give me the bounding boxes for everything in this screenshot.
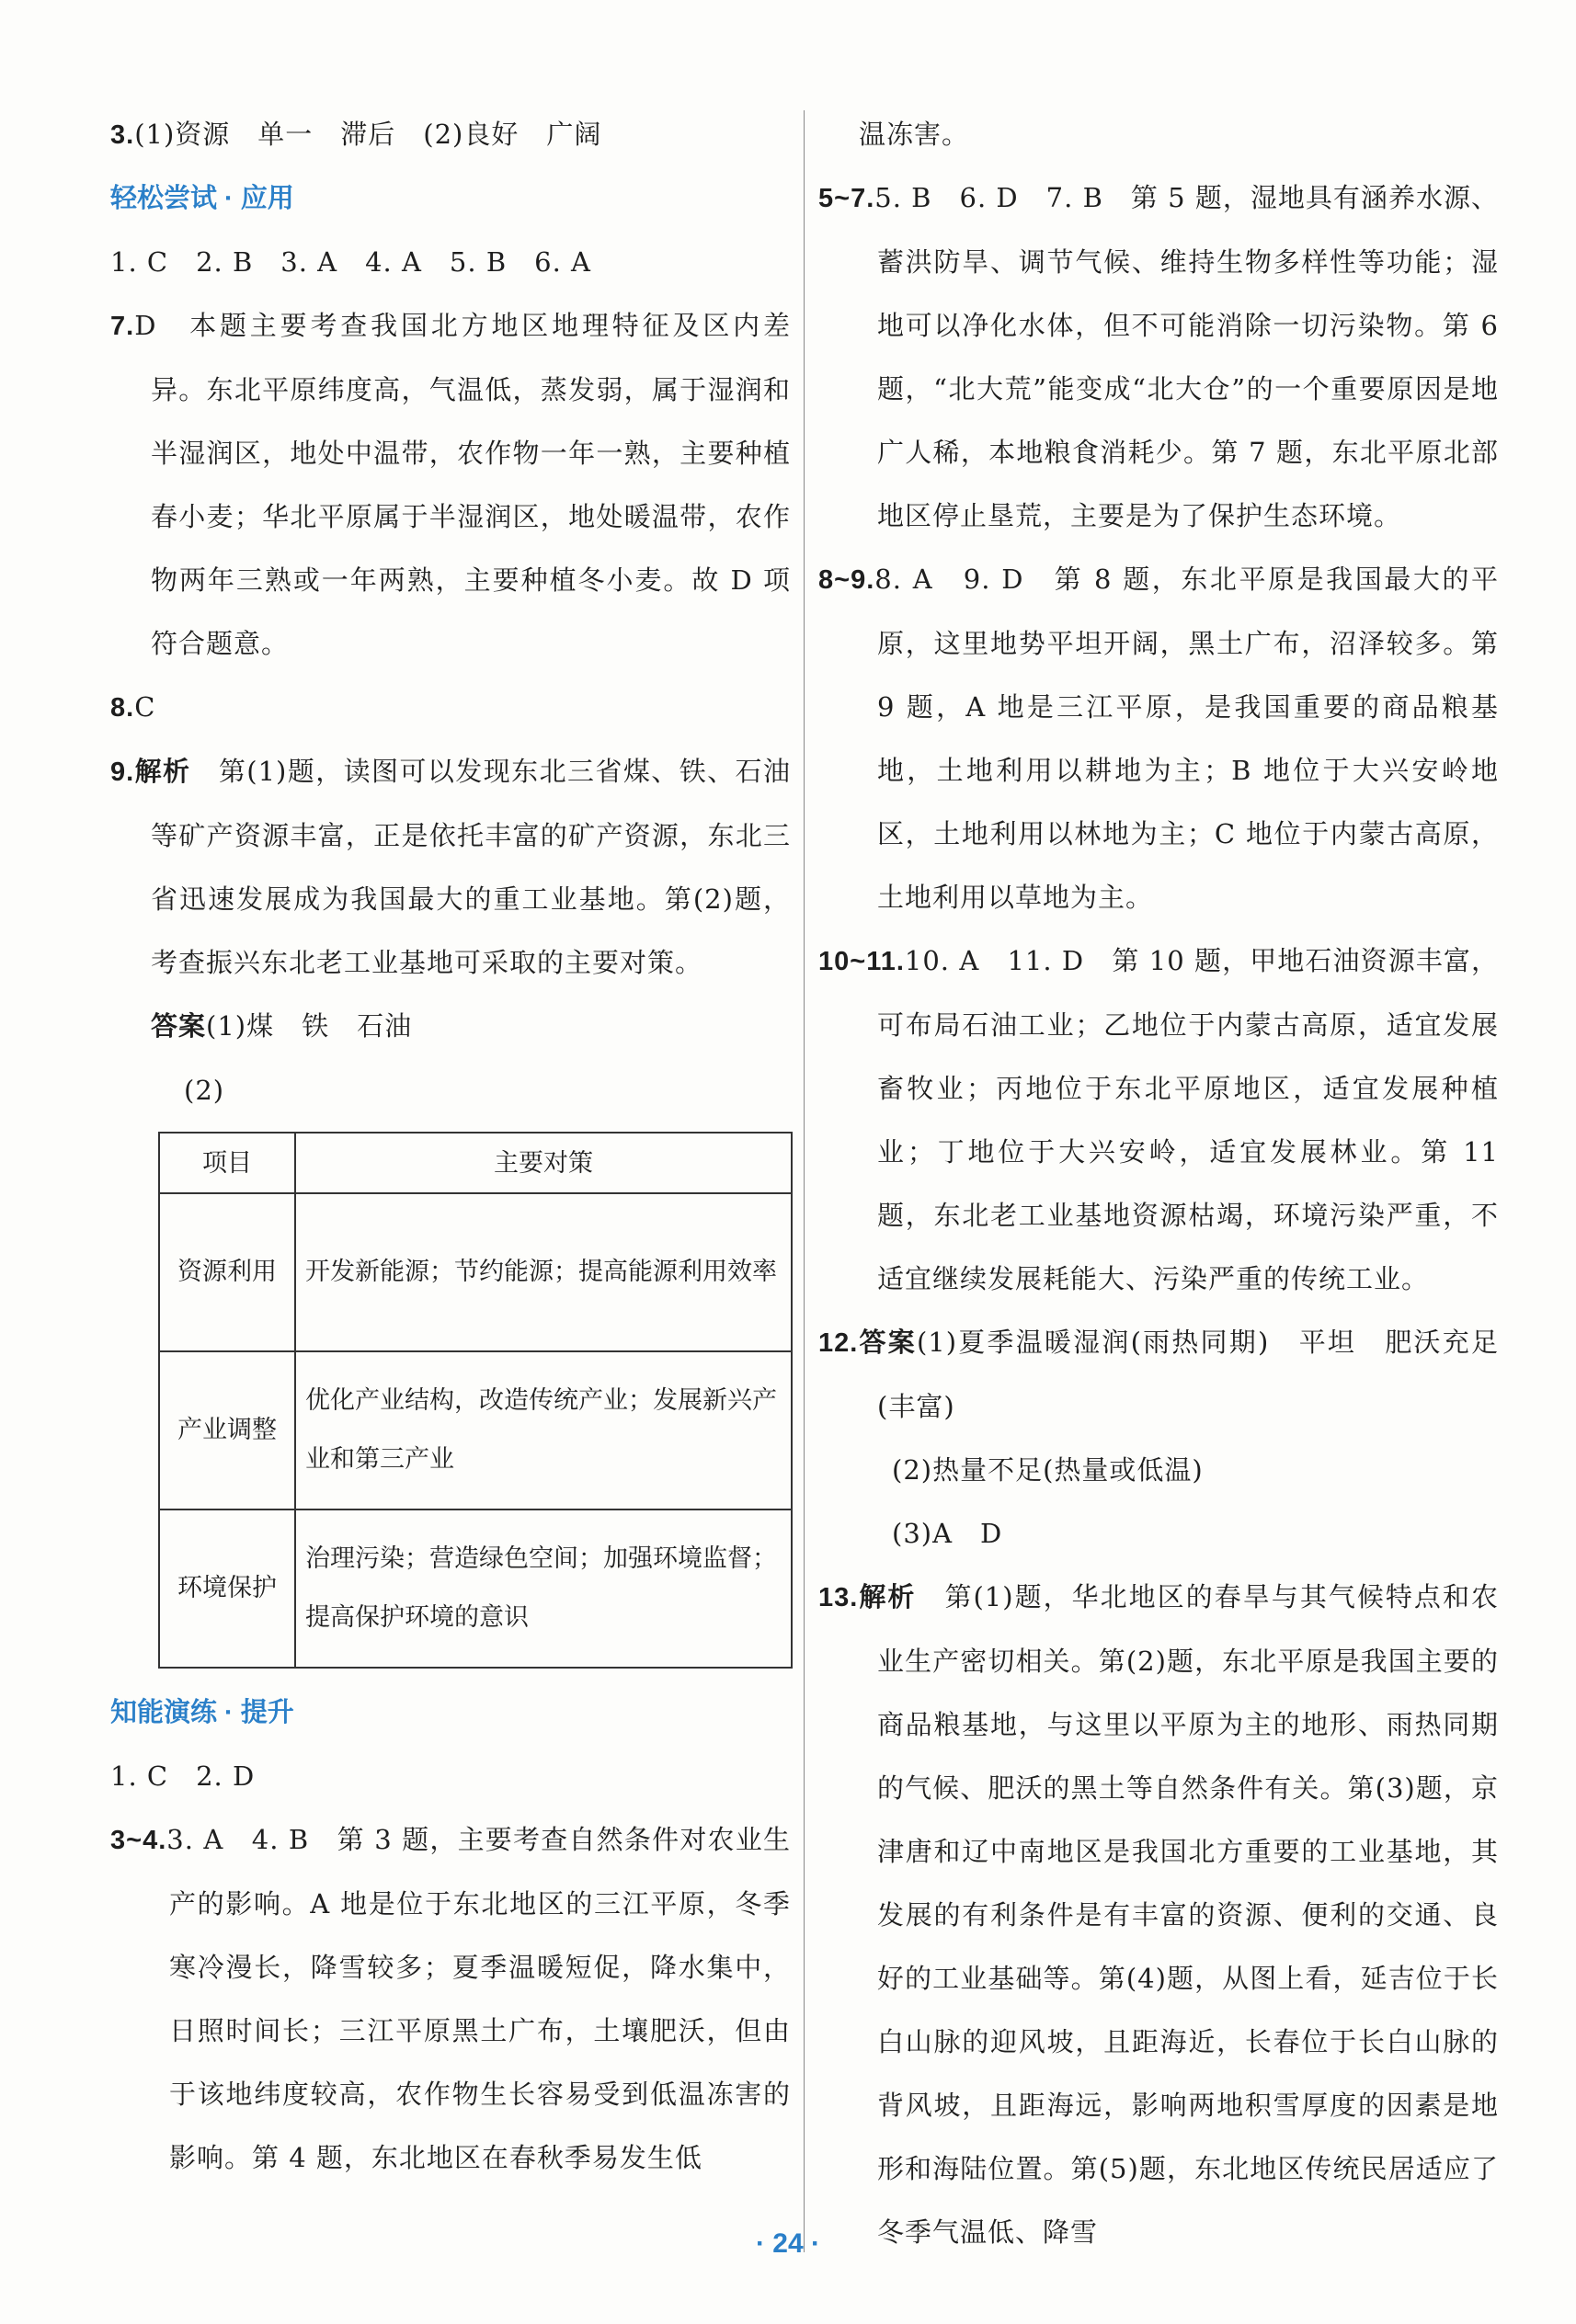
table-row: 产业调整 优化产业结构，改造传统产业；发展新兴产业和第三产业 — [159, 1351, 792, 1509]
column-divider — [804, 110, 805, 2252]
answer-line-3: 3.(1)资源 单一 滞后 (2)良好 广阔 — [110, 119, 602, 150]
section-heading-practice: 知能演练 · 提升 — [110, 1698, 294, 1727]
table-header — [159, 1133, 792, 1193]
table-row: 资源利用 开发新能源；节约能源；提高能源利用效率 — [159, 1193, 792, 1351]
page-number: · 24 · — [755, 2228, 821, 2259]
table-row: 环境保护 治理污染；营造绿色空间；加强环境监督；提高保护环境的意识 — [159, 1509, 792, 1668]
section-heading-try: 轻松尝试 · 应用 — [110, 184, 294, 213]
answer-item-8-9: 8~9.8. A 9. D 第 8 题，东北平原是我国最大的平原，这里地势平坦开阔，黑土广布，沼泽较多。第 9 题，A 地是三江平原，是我国重要的商品粮基地，土地利用以耕地为主；B 地位于大兴安岭地区，土地利用以林地为主；C 地位于内蒙古高原，土地利用以草地为主。 — [818, 564, 1499, 913]
answer-line-1-6: 1. C 2. B 3. A 4. A 5. B 6. A — [110, 246, 591, 278]
answer-item-9: 9.解析 第(1)题，读图可以发现东北三省煤、铁、石油等矿产资源丰富，正是依托丰富的矿产资源，东北三省迅速发展成为我国最大的重工业基地。第(2)题，考查振兴东北老工业基地可采取的主要对策。 — [110, 756, 791, 978]
answer-item-13: 13.解析 第(1)题，华北地区的春旱与其气候特点和农业生产密切相关。第(2)题，东北平原是我国主要的商品粮基地，与这里以平原为主的地形、雨热同期的气候、肥沃的黑土等自然条件有关。第(3)题，京津唐和辽中南地区是我国北方重要的工业基地，其发展的有利条件是有丰富的资源、便利的交通、良好的工业基础等。第(4)题，从图上看，延吉位于长白山脉的迎风坡，且距海近，长春位于长白山脉的背风坡，且距海远，影响两地积雪厚度的因素是地形和海陆位置。第(5)题，东北地区传统民居适应了冬季气温低、降雪 — [818, 1581, 1499, 2248]
answer-item-12: 12.答案(1)夏季温暖湿润(雨热同期) 平坦 肥沃充足(丰富) — [818, 1327, 1499, 1422]
answer-line-1-2: 1. C 2. D — [110, 1760, 256, 1792]
table-header-measure: 主要对策 — [295, 1133, 792, 1193]
continued-text: 温冻害。 — [859, 119, 970, 150]
answer-item-7: 7.D 本题主要考查我国北方地区地理特征及区内差异。东北平原纬度高，气温低，蒸发弱，属于湿润和半湿润区，地处中温带，农作物一年一熟，主要种植春小麦；华北平原属于半湿润区，地处暖温带，农作物两年三熟或一年两熟，主要种植冬小麦。故 D 项符合题意。 — [110, 310, 791, 659]
answer-item-5-7: 5~7.5. B 6. D 7. B 第 5 题，湿地具有涵养水源、蓄洪防旱、调节气候、维持生物多样性等功能；湿地可以净化水体，但不可能消除一切污染物。第 6 题，“北大荒”能变成“北大仓”的一个重要原因是地广人稀，本地粮食消耗少。第 7 题，东北平原北部地区停止垦荒，主要是为了保护生态环境。 — [818, 182, 1499, 531]
answer-9-result: 答案(1)煤 铁 石油 — [151, 1010, 413, 1042]
answer-item-3-4: 3~4.3. A 4. B 第 3 题，主要考查自然条件对农业生产的影响。A 地是位于东北地区的三江平原，冬季寒冷漫长，降雪较多；夏季温暖短促，降水集中，日照时间长；三江平原黑土广布，土壤肥沃，但由于该地纬度较高，农作物生长容易受到低温冻害的影响。第 4 题，东北地区在春秋季易发生低 — [110, 1824, 791, 2173]
table-header-item: 项目 — [159, 1133, 295, 1193]
answer-9-part2: (2) — [184, 1075, 225, 1106]
answer-12-part2: (2)热量不足(热量或低温) — [892, 1454, 1204, 1486]
answer-12-part3: (3)A D — [892, 1518, 1003, 1549]
answer-item-10-11: 10~11.10. A 11. D 第 10 题，甲地石油资源丰富，可布局石油工业；乙地位于内蒙古高原，适宜发展畜牧业；丙地位于东北平原地区，适宜发展种植业；丁地位于大兴安岭，适宜发展林业。第 11 题，东北老工业基地资源枯竭，环境污染严重，不适宜继续发展耗能大、污染严重的传统工业。 — [818, 945, 1499, 1294]
right-column — [818, 103, 1499, 2264]
countermeasure-table — [158, 1132, 793, 1669]
left-column — [110, 103, 791, 2190]
answer-item-8: 8.C — [110, 691, 156, 723]
